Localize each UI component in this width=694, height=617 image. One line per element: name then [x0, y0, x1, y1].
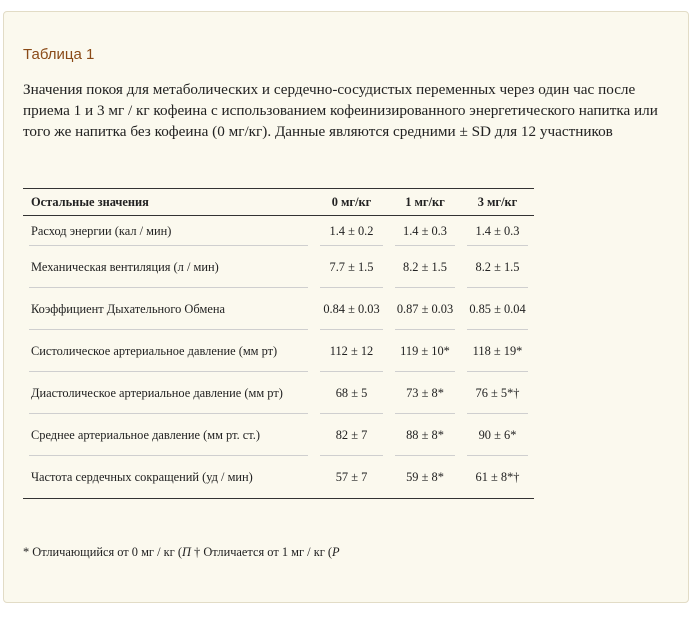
- cell-0mg: 112 ± 12: [314, 330, 389, 372]
- data-table: [23, 188, 534, 499]
- cell-1mg: 119 ± 10*: [389, 330, 461, 372]
- row-label: Систолическое артериальное давление (мм рт): [23, 330, 314, 372]
- table-row: [23, 216, 534, 246]
- table-row: [23, 246, 534, 288]
- table-row: [23, 330, 534, 372]
- cell-0mg: 7.7 ± 1.5: [314, 246, 389, 288]
- cell-1mg: 59 ± 8*: [406, 469, 444, 484]
- table-row: [23, 372, 534, 414]
- table-row: [23, 456, 534, 498]
- footnote-text-1: * Отличающийся от 0 мг / кг (: [23, 545, 182, 559]
- cell-3mg: 118 ± 19*: [461, 330, 534, 372]
- header-cell-1mg: 1 мг/кг: [389, 189, 461, 216]
- table-label: Таблица 1: [23, 46, 95, 63]
- header-cell-parameter: Остальные значения: [23, 189, 314, 216]
- cell-1mg: 8.2 ± 1.5: [389, 246, 461, 288]
- cell-1mg: 0.87 ± 0.03: [389, 288, 461, 330]
- cell-0mg: 1.4 ± 0.2: [314, 216, 389, 246]
- row-label: Расход энергии (кал / мин): [23, 216, 314, 246]
- row-label: Механическая вентиляция (л / мин): [23, 246, 314, 288]
- header-cell-0mg: 0 мг/кг: [314, 189, 389, 216]
- cell-3mg: 76 ± 5*†: [461, 372, 534, 414]
- row-label: Диастолическое артериальное давление (мм рт): [23, 372, 314, 414]
- cell-3mg: 1.4 ± 0.3: [461, 216, 534, 246]
- cell-0mg: 68 ± 5: [314, 372, 389, 414]
- cell-3mg: 90 ± 6*: [461, 414, 534, 456]
- row-label: Частота сердечных сокращений (уд / мин): [31, 469, 253, 484]
- table-row: [23, 288, 534, 330]
- cell-0mg: 82 ± 7: [314, 414, 389, 456]
- footnote-p-1: П: [181, 545, 191, 559]
- cell-0mg: 57 ± 7: [335, 469, 368, 484]
- table-caption: Значения покоя для метаболических и сердечно-сосудистых переменных через один час после приема 1 и 3 мг / кг кофеина с использованием кофеинизированного энергетического напитка или того же напитка без кофеина (0 мг/кг). Данные являются средними ± SD для 12 участников: [23, 81, 658, 140]
- cell-1mg: 88 ± 8*: [389, 414, 461, 456]
- table-header-row: [23, 189, 534, 216]
- cell-0mg: 0.84 ± 0.03: [314, 288, 389, 330]
- cell-1mg: 1.4 ± 0.3: [389, 216, 461, 246]
- cell-3mg: 0.85 ± 0.04: [461, 288, 534, 330]
- cell-1mg: 73 ± 8*: [389, 372, 461, 414]
- footnote-p-2: Р: [332, 545, 340, 559]
- row-label: Среднее артериальное давление (мм рт. ст.): [23, 414, 314, 456]
- cell-3mg: 8.2 ± 1.5: [461, 246, 534, 288]
- table-row: [23, 414, 534, 456]
- header-cell-3mg: 3 мг/кг: [461, 189, 534, 216]
- table-footnote: [23, 545, 340, 560]
- row-label: Коэффициент Дыхательного Обмена: [23, 288, 314, 330]
- footnote-text-2: † Отличается от 1 мг / кг (: [190, 545, 333, 559]
- cell-3mg: 61 ± 8*†: [475, 469, 520, 484]
